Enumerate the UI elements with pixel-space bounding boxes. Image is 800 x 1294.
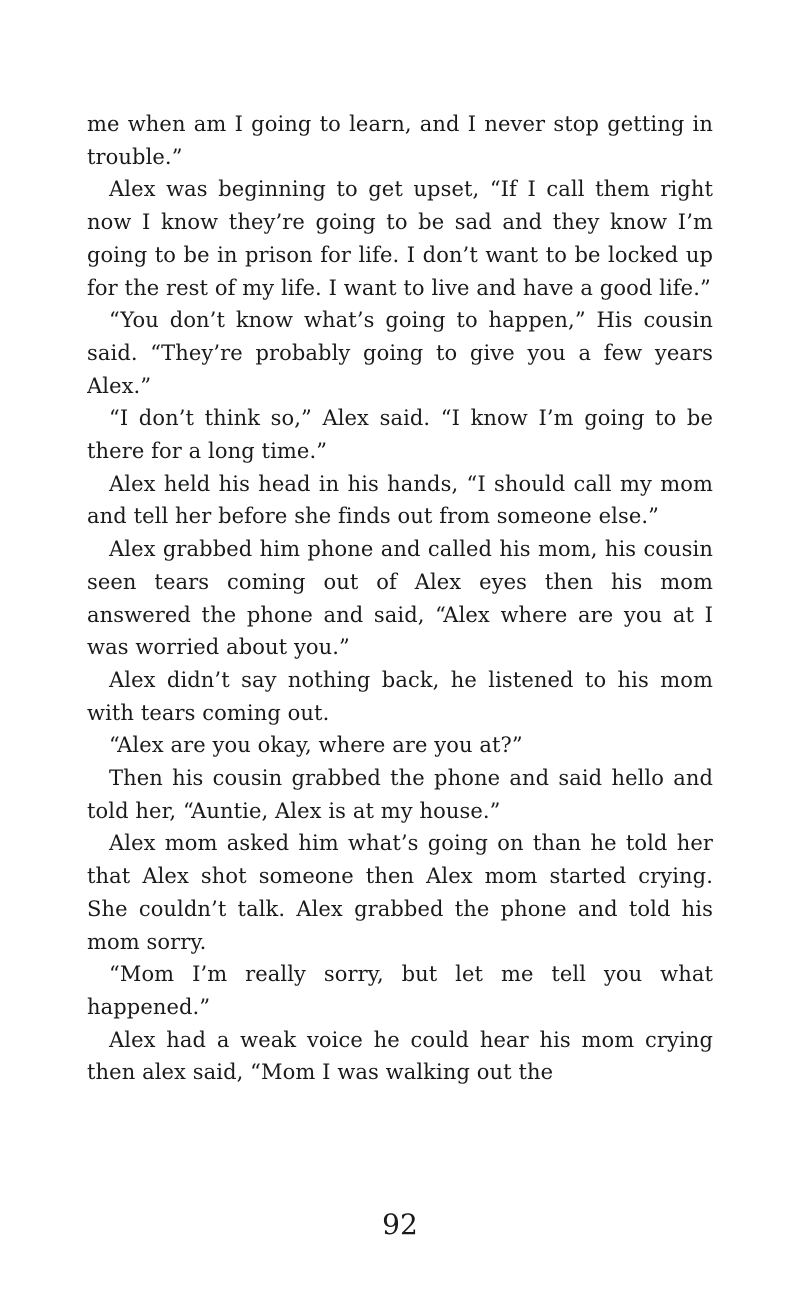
paragraph: Alex was beginning to get upset, “If I call them right now I know they’re going to be sad and they know I’m going to be in prison for life. I don’t want to be locked up for the rest of my life. I want to live and have a good life.” bbox=[87, 177, 713, 300]
paragraph: Alex grabbed him phone and called his mom, his cousin seen tears coming out of Alex eyes then his mom answered the phone and said, “Alex where are you at I was worried about you.” bbox=[87, 537, 713, 660]
paragraph: Alex mom asked him what’s going on than he told her that Alex shot someone then Alex mom started crying. She couldn’t talk. Alex grabbed the phone and told his mom sorry. bbox=[87, 831, 713, 954]
paragraph: Alex didn’t say nothing back, he listened to his mom with tears coming out. bbox=[87, 667, 713, 725]
paragraph: Then his cousin grabbed the phone and said hello and told her, “Auntie, Alex is at my house.” bbox=[87, 766, 713, 823]
paragraph: “I don’t think so,” Alex said. “I know I’m going to be there for a long time.” bbox=[87, 406, 713, 464]
paragraph: “Mom I’m really sorry, but let me tell you what happened.” bbox=[87, 962, 713, 1019]
paragraph: me when am I going to learn, and I never stop getting in trouble.” bbox=[87, 112, 713, 169]
paragraph: Alex held his head in his hands, “I should call my mom and tell her before she finds out from someone else.” bbox=[87, 471, 713, 529]
page-number: 92 bbox=[382, 1208, 418, 1241]
paragraph: Alex had a weak voice he could hear his mom crying then alex said, “Mom I was walking out the bbox=[87, 1027, 713, 1085]
paragraph: “You don’t know what’s going to happen,” His cousin said. “They’re probably going to give you a few years Alex.” bbox=[87, 308, 713, 398]
page-body bbox=[87, 108, 713, 1188]
paragraph: “Alex are you okay, where are you at?” bbox=[109, 733, 523, 758]
